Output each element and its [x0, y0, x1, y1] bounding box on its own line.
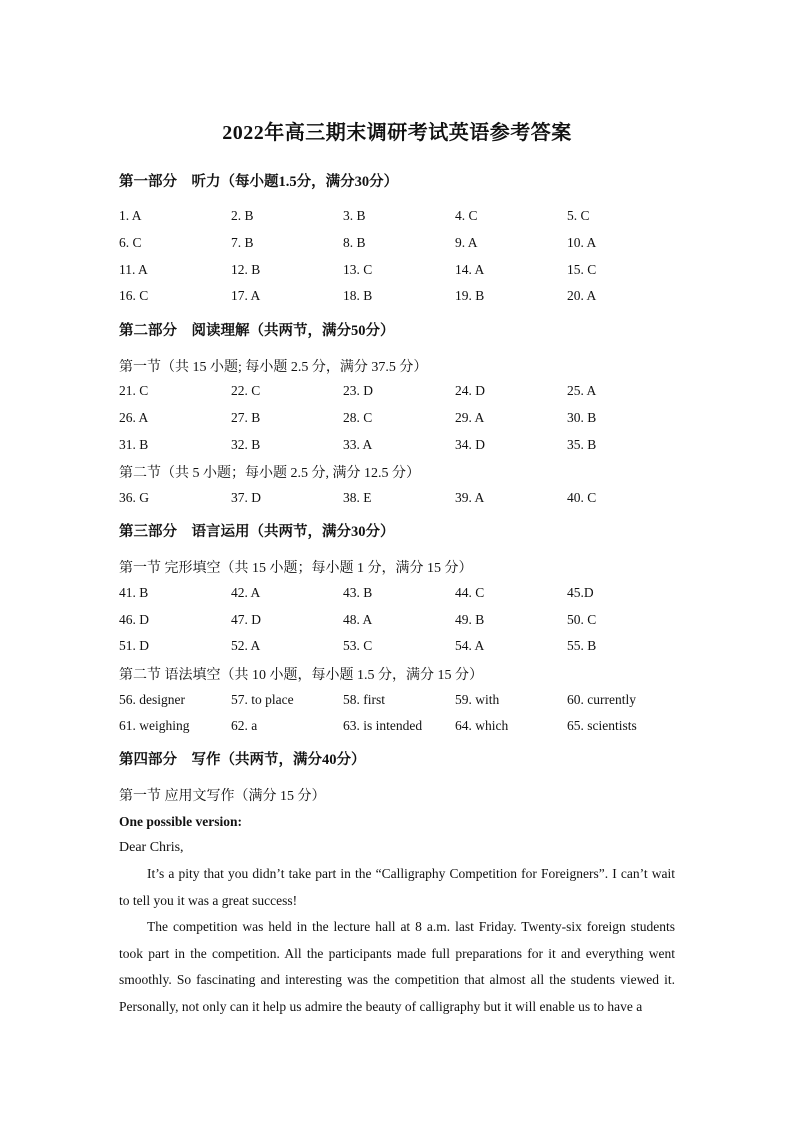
answer-item: 16. C [119, 288, 149, 303]
answer-item: 26. A [119, 410, 149, 425]
answer-item: 11. A [119, 262, 148, 277]
answer-item: 31. B [119, 437, 149, 452]
answer-item: 47. D [231, 612, 261, 627]
answer-item: 17. A [231, 288, 261, 303]
answer-row [119, 612, 679, 632]
answer-item: 3. B [343, 208, 366, 223]
answer-item: 10. A [567, 235, 597, 250]
answer-item: 54. A [455, 638, 485, 653]
answer-row [119, 490, 679, 510]
answer-item: 23. D [343, 383, 373, 398]
letter-paragraph: The competition was held in the lecture hall at 8 a.m. last Friday. Twenty-six foreign students took part in the competition. All the participants made full preparations for it and everything went smoothly. So fascinating and interesting was the competition that almost all the students viewed it. Personally, not only can it help us admire the beauty of calligraphy but it will enable us to have a [119, 919, 675, 1014]
answer-item: 8. B [343, 235, 366, 250]
answer-item: 41. B [119, 585, 149, 600]
version-label: One possible version: [119, 814, 243, 829]
letter-paragraph: It’s a pity that you didn’t take part in the “Calligraphy Competition for Foreigners”. I can’t wait to tell you it was a great success! [119, 866, 675, 908]
answer-item: 60. currently [567, 692, 636, 707]
answer-item: 25. A [567, 383, 597, 398]
answer-item: 42. A [231, 585, 261, 600]
answer-item: 36. G [119, 490, 149, 505]
answer-item: 5. C [567, 208, 590, 223]
part4-heading: 第四部分 写作（共两节，满分40分） [119, 752, 366, 768]
part2-heading: 第二部分 阅读理解（共两节，满分50分） [119, 323, 395, 339]
answer-item: 22. C [231, 383, 261, 398]
answer-item: 53. C [343, 638, 373, 653]
part1-heading: 第一部分 听力（每小题1.5分，满分30分） [119, 174, 399, 190]
page-title: 2022年高三期末调研考试英语参考答案 [222, 122, 572, 144]
answer-item: 12. B [231, 262, 261, 277]
answer-row [119, 585, 679, 605]
answer-item: 37. D [231, 490, 261, 505]
answer-item: 49. B [455, 612, 485, 627]
answer-item: 38. E [343, 490, 372, 505]
answer-item: 57. to place [231, 692, 294, 707]
part2-section2-label: 第二节（共 5 小题；每小题 2.5 分, 满分 12.5 分） [119, 466, 420, 481]
part2-section1-label: 第一节（共 15 小题; 每小题 2.5 分，满分 37.5 分） [119, 360, 428, 375]
answer-item: 13. C [343, 262, 373, 277]
answer-item: 52. A [231, 638, 261, 653]
answer-item: 2. B [231, 208, 254, 223]
answer-item: 55. B [567, 638, 597, 653]
answer-item: 40. C [567, 490, 597, 505]
answer-item: 29. A [455, 410, 485, 425]
answer-item: 39. A [455, 490, 485, 505]
answer-row [119, 383, 679, 403]
answer-item: 15. C [567, 262, 597, 277]
answer-row [119, 638, 679, 658]
answer-row [119, 410, 679, 430]
answer-item: 35. B [567, 437, 597, 452]
answer-item: 1. A [119, 208, 142, 223]
answer-row [119, 235, 679, 255]
answer-item: 43. B [343, 585, 373, 600]
part3-heading: 第三部分 语言运用（共两节，满分30分） [119, 524, 395, 540]
answer-item: 14. A [455, 262, 485, 277]
answer-item: 48. A [343, 612, 373, 627]
answer-item: 56. designer [119, 692, 185, 707]
answer-item: 20. A [567, 288, 597, 303]
answer-item: 28. C [343, 410, 373, 425]
answer-item: 30. B [567, 410, 597, 425]
answer-row [119, 288, 679, 308]
answer-item: 6. C [119, 235, 142, 250]
answer-item: 32. B [231, 437, 261, 452]
answer-item: 19. B [455, 288, 485, 303]
answer-item: 58. first [343, 692, 385, 707]
answer-item: 7. B [231, 235, 254, 250]
letter-salutation: Dear Chris, [119, 840, 184, 855]
answer-row [119, 437, 679, 457]
part3-section1-label: 第一节 完形填空（共 15 小题；每小题 1 分，满分 15 分） [119, 561, 473, 576]
answer-item: 33. A [343, 437, 373, 452]
answer-row [119, 262, 679, 282]
answer-item: 24. D [455, 383, 485, 398]
answer-item: 45.D [567, 585, 594, 600]
answer-row [119, 692, 679, 712]
answer-item: 21. C [119, 383, 149, 398]
answer-item: 46. D [119, 612, 149, 627]
answer-item: 64. which [455, 718, 509, 733]
answer-item: 62. a [231, 718, 258, 733]
answer-row [119, 718, 679, 738]
answer-item: 63. is intended [343, 718, 423, 733]
answer-item: 51. D [119, 638, 149, 653]
answer-item: 9. A [455, 235, 478, 250]
answer-item: 18. B [343, 288, 373, 303]
answer-item: 34. D [455, 437, 485, 452]
answer-item: 44. C [455, 585, 485, 600]
part3-section2-label: 第二节 语法填空（共 10 小题，每小题 1.5 分，满分 15 分） [119, 668, 483, 683]
answer-item: 27. B [231, 410, 261, 425]
answer-item: 50. C [567, 612, 597, 627]
answer-item: 59. with [455, 692, 500, 707]
answer-item: 65. scientists [567, 718, 637, 733]
part4-section1-label: 第一节 应用文写作（满分 15 分） [119, 789, 326, 804]
answer-row [119, 208, 679, 228]
answer-item: 61. weighing [119, 718, 190, 733]
answer-item: 4. C [455, 208, 478, 223]
